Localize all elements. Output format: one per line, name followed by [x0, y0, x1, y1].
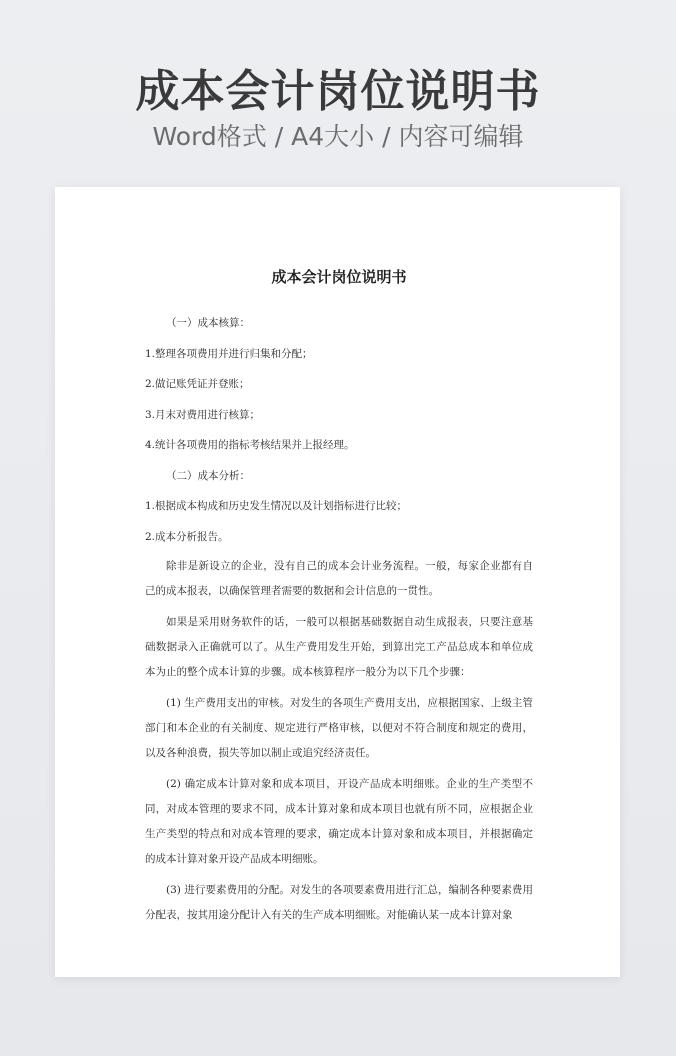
body-paragraph: 如果是采用财务软件的话，一般可以根据基础数据自动生成报表，只要注意基础数据录入正确就可以了。从生产费用发生开始，到算出完工产品总成本和单位成本为止的整个成本计算的步骤。成本核算程序一般分为以下几个步骤： [145, 616, 533, 678]
list-item: 3.月末对费用进行核算； [145, 408, 261, 421]
document-title: 成本会计岗位说明书 [271, 268, 407, 286]
body-paragraph: (2) 确定成本计算对象和成本项目，开设产品成本明细账。企业的生产类型不同，对成本管理的要求不同，成本计算对象和成本项目也就有所不同，应根据企业生产类型的特点和对成本管理的要求，确定成本计算对象和成本项目，并根据确定的成本计算对象开设产品成本明细账。 [145, 778, 533, 865]
body-paragraph: (1) 生产费用支出的审核。对发生的各项生产费用支出，应根据国家、上级主管部门和本企业的有关制度、规定进行严格审核，以便对不符合制度和规定的费用，以及各种浪费，损失等加以制止或追究经济责任。 [145, 697, 533, 759]
list-item: 4.统计各项费用的指标考核结果并上报经理。 [145, 439, 355, 451]
banner-subtitle: Word格式 / A4大小 / 内容可编辑 [152, 122, 524, 151]
document-body [145, 265, 533, 934]
list-item: 1.整理各项费用并进行归集和分配； [145, 347, 313, 360]
body-paragraph: 除非是新设立的企业，没有自己的成本会计业务流程。一般，每家企业都有自己的成本报表，以确保管理者需要的数据和会计信息的一贯性。 [145, 560, 533, 597]
list-item: 2.成本分析报告。 [145, 530, 229, 543]
list-item: 1.根据成本构成和历史发生情况以及计划指标进行比较； [145, 500, 408, 512]
list-item: 2.做记账凭证并登账； [145, 378, 250, 390]
document-page [55, 187, 620, 977]
section-heading: （二）成本分析： [166, 469, 250, 482]
banner-title: 成本会计岗位说明书 [135, 66, 541, 117]
body-paragraph: (3) 进行要素费用的分配。对发生的各项要素费用进行汇总，编制各种要素费用分配表，按其用途分配计入有关的生产成本明细账。对能确认某一成本计算对象 [145, 884, 533, 921]
section-heading: （一）成本核算： [166, 317, 250, 329]
